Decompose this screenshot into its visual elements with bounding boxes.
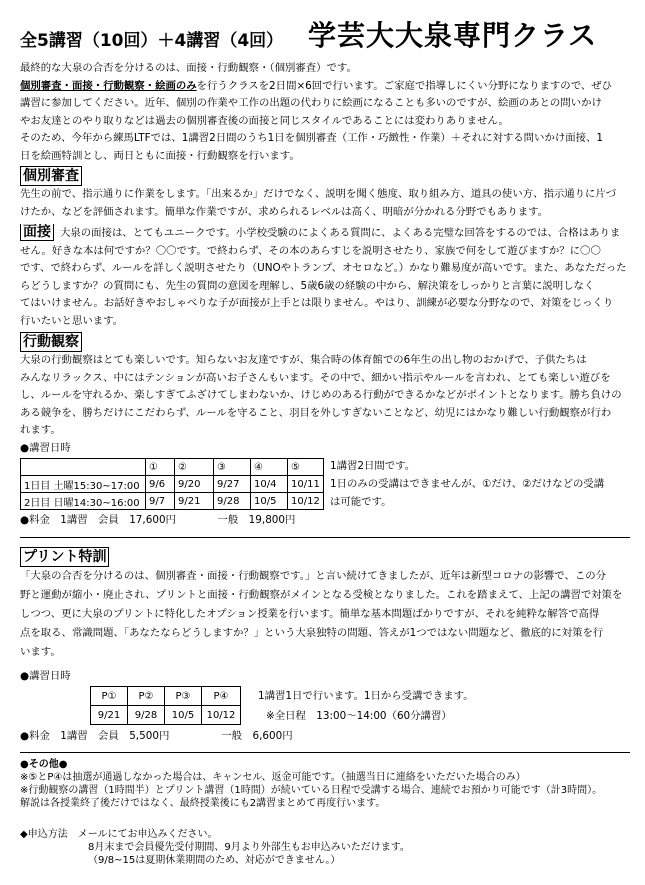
table-cell: ④ [251,459,288,476]
schedule-table [20,458,324,510]
intro-line-rest: を行うクラスを2日間×6回で行います。ご家庭で指導しにくい分野になりますので、ぜひ [196,79,613,92]
mensetsu-line: 行いたいと思います。 [20,314,124,327]
table-cell: P④ [202,687,241,706]
print-fee-line: ●料金 1講習 会員 5,500円 一般 6,600円 [20,730,293,742]
table-cell: 2日目 日曜14:30~16:00 [21,493,146,510]
section-title-kobetsu: 個別審査 [20,166,82,186]
print-note: ※全日程 13:00～14:00（60分講習） [266,710,452,722]
print-line: 「大泉の合否を分けるのは、個別審査・面接・行動観察です。」と言い続けてきましたが、近年は新型コロナの影響で、この分 [20,570,607,582]
course-summary: 全5講習（10回）＋4講習（4回） [20,31,284,51]
table-cell: P② [128,687,165,706]
table-cell: 10/12 [288,493,324,510]
other-line: ※行動観察の講習（1時間半）とプリント講習（1時間）が続いている日程で受講する場合、連続でお預かり可能です（計3時間）。 [20,785,603,796]
print-schedule-label: ●講習日時 [20,670,71,682]
table-cell: 10/5 [165,706,202,725]
intro-line: 講習に参加してください。近年、個別の作業や工作の出題の代わりに絵画になることも多いのですが、絵画のあとの問いかけ [20,97,602,110]
mensetsu-line: です、で終わらず、ルールを詳しく説明させたり（UNOやトランプ、オセロなど。）かなり難易度が高いです。また、あなただった [20,262,627,275]
table-cell: 10/11 [288,476,324,493]
table-row [21,493,324,510]
mensetsu-line: てはいけません。お話好きやおしゃべりな子が面接が上手とは限りません。やはり、訓練が必要な分野なので、対策をじっくり [20,297,614,310]
table-cell: 10/4 [251,476,288,493]
table-cell: ③ [214,459,251,476]
koudou-paragraph [20,352,630,440]
print-line: 野と運動が縮小・廃止され、プリントと面接・行動観察がメインとなる受検となりました。これを踏まえて、上記の講習で対策を [20,589,623,601]
fee-line: ●料金 1講習 会員 17,600円 一般 19,800円 [20,514,296,526]
koudou-line: 大泉の行動観察はとても楽しいです。知らないお友達ですが、集合時の体育館での6年生の出し物のおかげで、子供たちは [20,354,587,366]
print-schedule-table [90,686,241,725]
koudou-line: し、ルールを守れるか、楽しすぎてふざけてしまわないか、けじめのある行動ができるかなどがポイントとなります。勝ち負けの [20,389,622,402]
intro-line: 日を絵画特訓とし、両日ともに面接・行動観察を行います。 [20,149,300,162]
table-row [21,476,324,493]
other-line: ※⑤とP④は抽選が通過しなかった場合は、キャンセル、返金可能です。（抽選当日に連絡をいただいた場合のみ） [20,772,526,783]
table-cell: 9/21 [91,706,128,725]
intro-line: 最終的な大泉の合否を分けるのは、面接・行動観察・（個別審査）です。 [20,62,357,74]
section-title-koudou: 行動観察 [20,332,82,352]
intro-line: そのため、今年から練馬LTFでは、1講習2日間のうち1日を個別審査（工作・巧緻性・作業）＋それに対する問いかけ面接、1 [20,132,604,145]
table-cell: 1日目 土曜15:30~17:00 [21,476,146,493]
table-cell: ⑤ [288,459,324,476]
intro-line [20,78,630,96]
table-cell: 9/27 [214,476,251,493]
apply-line: （9/8~15は夏期休業期間のため、対応ができません。） [88,855,341,866]
table-cell: ② [175,459,214,476]
table-cell: 9/28 [214,493,251,510]
kobetsu-line: けたか、などを評価されます。簡単な作業ですが、求められるレベルは高く、明暗が分かれる分野でもあります。 [20,205,549,218]
kobetsu-paragraph [20,186,630,221]
table-cell: ① [146,459,175,476]
print-line: います。 [20,646,61,658]
table-cell: 9/20 [175,476,214,493]
apply-line: 8月末まで会員優先受付期間、9月より外部生もお申込みいただけます。 [88,842,410,853]
table-cell: P① [91,687,128,706]
table-cell [21,459,146,476]
apply-line: ◆申込方法 メールにてお申込みください。 [20,829,218,840]
divider [20,537,630,538]
print-paragraph [20,567,630,662]
table-cell: 9/28 [128,706,165,725]
schedule-note: 1講習2日間です。 [330,460,416,472]
table-row [21,459,324,476]
table-cell: 9/7 [146,493,175,510]
page-title: 学芸大大泉専門クラス [308,19,598,52]
koudou-line: ある競争を、勝ちだけにこだわらず、ルールを守ること、羽目を外しすぎないことなど、幼児にはかなり難しい行動観察が行わ [20,406,612,419]
divider [20,752,630,753]
table-row [91,687,241,706]
mensetsu-line: せん。好きな本は何ですか？〇〇です。で終わらず、その本のあらすじを説明させたり、家族で何をして遊びますか？に〇〇 [20,244,601,257]
schedule-note: は可能です。 [330,496,392,508]
intro-line: やお友達とのやり取りなどは過去の個別審査後の面接と同じスタイルであることには変わりありません。 [20,114,509,127]
mensetsu-paragraph [20,224,630,331]
koudou-line: れます。 [20,424,61,437]
table-cell: 9/21 [175,493,214,510]
section-title-print: プリント特訓 [20,547,109,567]
table-cell: 10/12 [202,706,241,725]
table-cell: P③ [165,687,202,706]
table-cell: 10/5 [251,493,288,510]
other-label: ●その他● [20,759,68,770]
mensetsu-line: らどうしますか？の質問にも、先生の質問の意図を理解し、5歳6歳の経験の中から、解決策をしっかりと言葉に説明しなく [20,279,595,292]
mensetsu-line [20,224,630,243]
intro-highlight: 個別審査・面接・行動観察・絵画のみ [20,79,197,92]
table-row [91,706,241,725]
print-line: 点を取る、常識問題、「あなたならどうしますか？」という大泉独特の問題、答えが1つではない問題など、徹底的に対策を行 [20,627,604,639]
print-line: しつつ、更に大泉のプリントに特化したオプション授業を行います。簡単な基本問題ばかりですが、それを純粋な解答で高得 [20,608,600,620]
print-note: 1講習1日で行います。1日から受講できます。 [258,690,474,702]
kobetsu-line: 先生の前で、指示通りに作業をします。「出来るか」だけでなく、説明を聞く態度、取り組み方、道具の使い方、指示通りに片づ [20,188,617,200]
section-title-mensetsu: 面接 [20,224,54,241]
schedule-label: ●講習日時 [20,442,71,454]
intro-paragraph [20,60,630,166]
koudou-line: みんなリラックス、中にはテンションが高いお子さんもいます。その中で、細かい指示やルールを言われ、とても楽しい遊びを [20,371,611,384]
schedule-note: 1日のみの受講はできませんが、①だけ、②だけなどの受講 [330,478,605,490]
mensetsu-line-text: 大泉の面接は、とてもユニークです。小学校受験のによくある質問に、よくある完璧な回答をするのでは、合格はありま [60,227,621,239]
other-line: 解説は各授業終了後だけではなく、最終授業後にも2講習まとめて再度行います。 [20,798,386,809]
page-header [20,14,630,58]
table-cell: 9/6 [146,476,175,493]
